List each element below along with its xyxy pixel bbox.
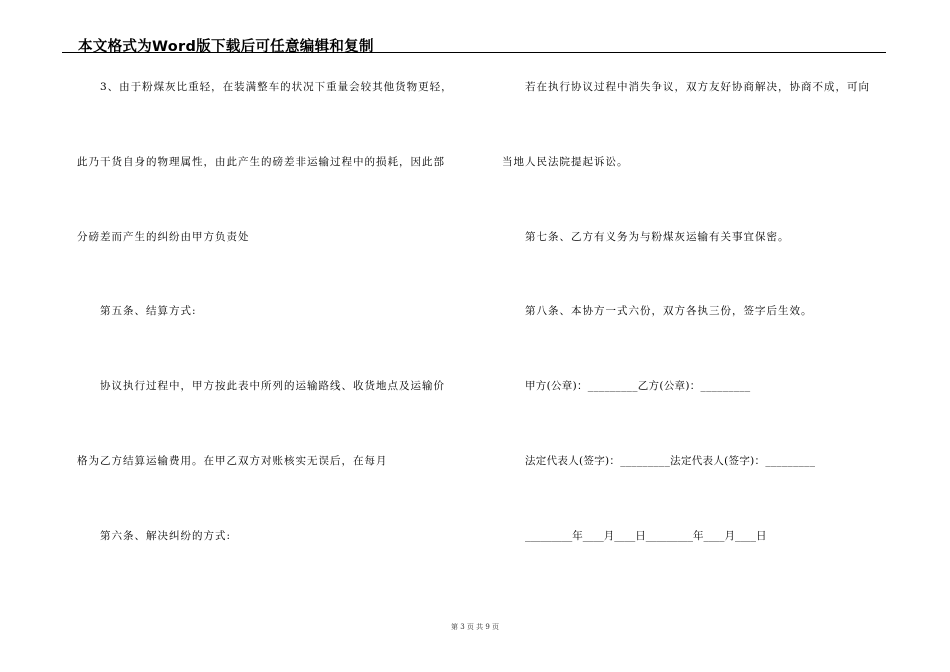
party-seal-line: 甲方(公章)：_________乙方(公章)：_________: [525, 380, 751, 392]
article-heading: 第六条、解决纠纷的方式:: [100, 530, 232, 542]
left-paragraph-line: 分磅差而产生的纠纷由甲方负责处: [77, 231, 250, 243]
document-header-title: 本文格式为Word版下载后可任意编辑和复制: [78, 39, 374, 55]
header-divider: [62, 52, 886, 53]
page-number: 第 3 页 共 9 页: [450, 623, 500, 631]
article-clause: 第八条、本协方一式六份，双方各执三份，签字后生效。: [525, 305, 813, 317]
right-paragraph-line: 若在执行协议过程中消失争议，双方友好协商解决，协商不成，可向: [525, 81, 870, 93]
left-paragraph-line: 格为乙方结算运输费用。在甲乙双方对账核实无误后，在每月: [77, 455, 388, 467]
right-paragraph-line: 当地人民法院提起诉讼。: [502, 156, 629, 168]
left-paragraph-line: 此乃干货自身的物理属性，由此产生的磅差非运输过程中的损耗，因此部: [77, 156, 445, 168]
article-clause: 第七条、乙方有义务为与粉煤灰运输有关事宜保密。: [525, 231, 790, 243]
article-heading: 第五条、结算方式:: [100, 305, 197, 317]
date-line: _________年____月____日_________年____月____日: [525, 530, 767, 542]
left-paragraph-line: 协议执行过程中，甲方按此表中所列的运输路线、收货地点及运输价: [100, 380, 445, 392]
left-paragraph-line: 3、由于粉煤灰比重轻，在装满整车的状况下重量会较其他货物更轻，: [100, 81, 453, 93]
legal-representative-signature-line: 法定代表人(签字)：_________法定代表人(签字)：_________: [525, 455, 816, 467]
